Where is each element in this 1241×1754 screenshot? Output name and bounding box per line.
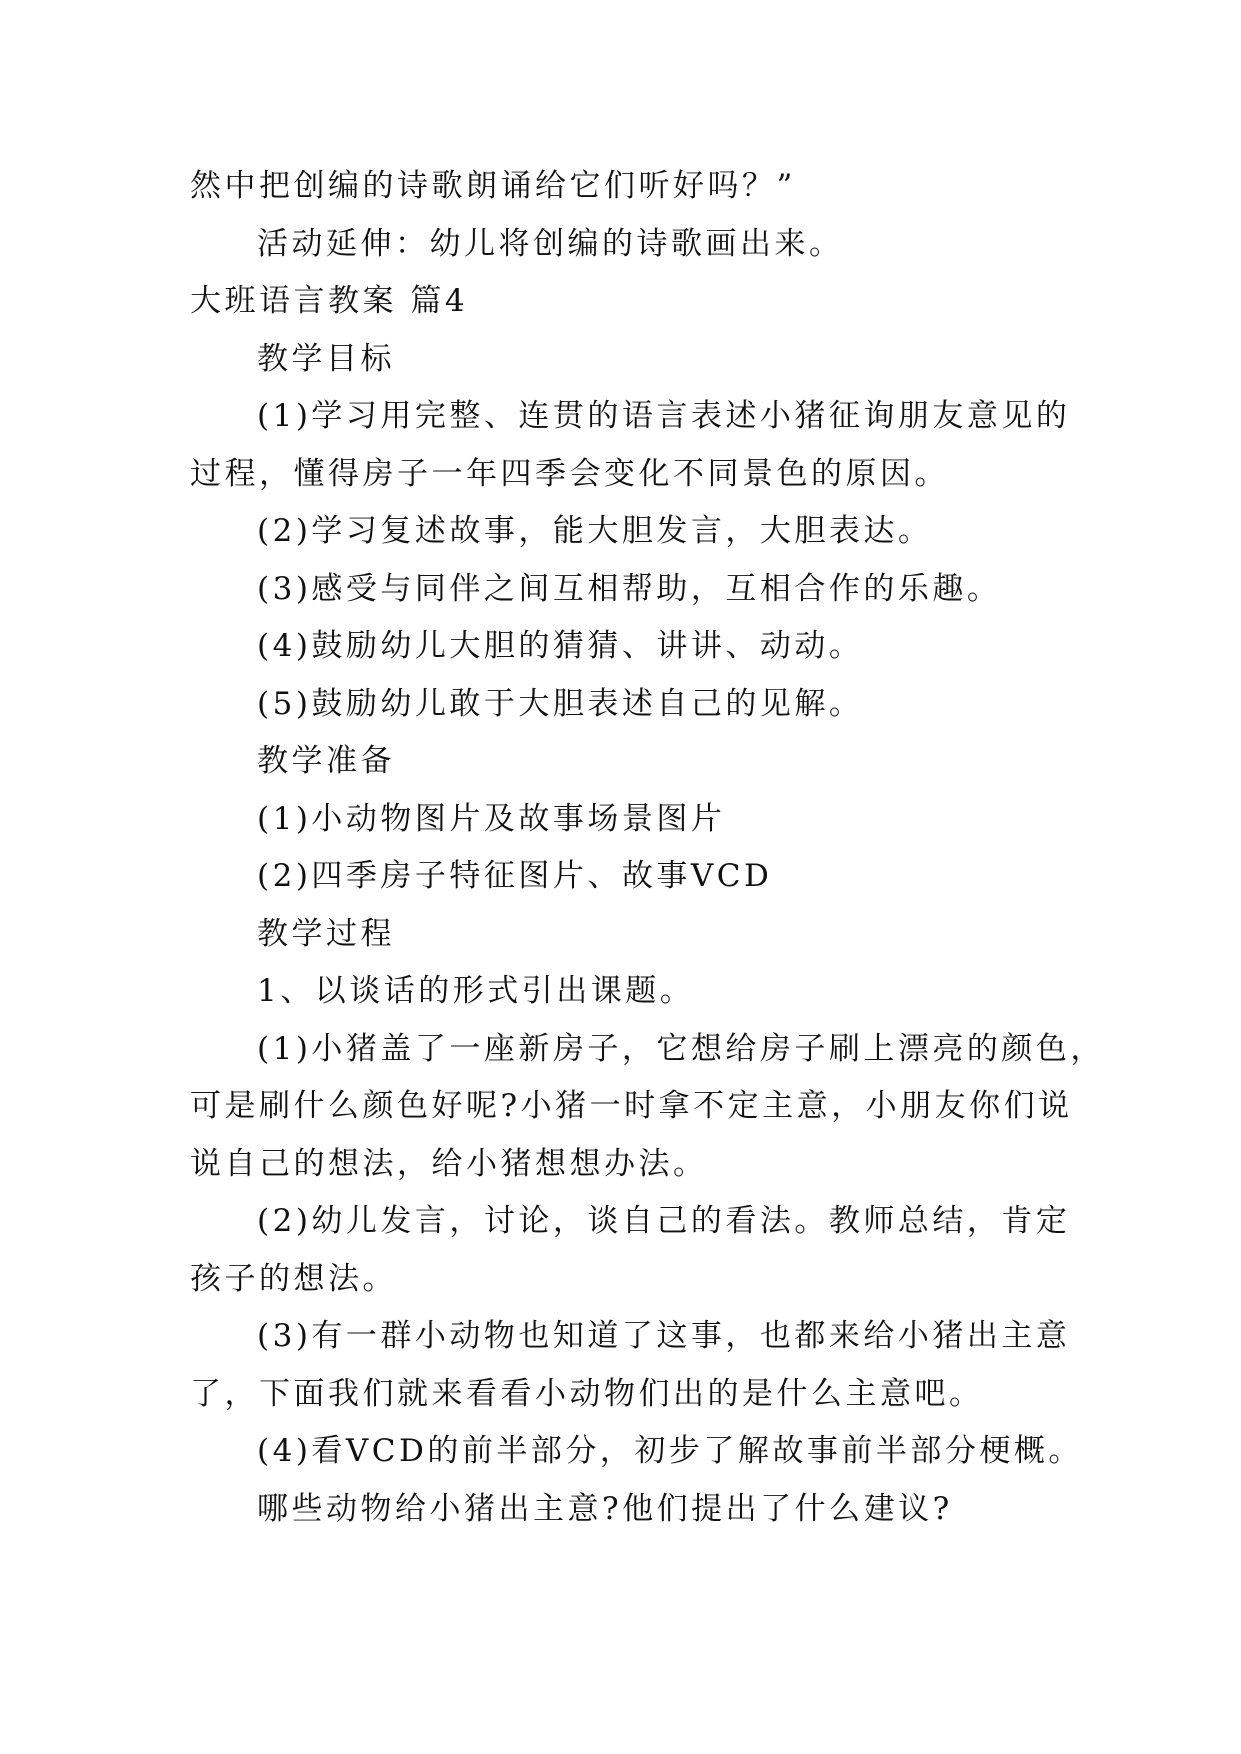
text-line: (4)看VCD的前半部分，初步了解故事前半部分梗概。 [257, 1433, 1083, 1469]
text-line: (2)四季房子特征图片、故事VCD [257, 858, 773, 894]
subheading-teaching-preparation: 教学准备 [257, 743, 395, 779]
text-line: 过程，懂得房子一年四季会变化不同景色的原因。 [190, 455, 949, 492]
text-line: (1)小动物图片及故事场景图片 [257, 800, 726, 837]
section-heading: 大班语言教案 篇4 [190, 283, 469, 319]
subheading-teaching-process: 教学过程 [257, 915, 395, 952]
text-line: (3)有一群小动物也知道了这事，也都来给小猪出主意 [257, 1318, 1071, 1354]
text-line: 哪些动物给小猪出主意?他们提出了什么建议? [257, 1490, 953, 1527]
text-line: 说自己的想法，给小猪想想办法。 [190, 1145, 708, 1182]
text-line: 然中把创编的诗歌朗诵给它们听好吗？” [190, 168, 796, 204]
document-body [190, 158, 1105, 1538]
text-line: 孩子的想法。 [190, 1260, 397, 1297]
subheading-teaching-goals: 教学目标 [257, 340, 395, 377]
text-line: (1)学习用完整、连贯的语言表述小猪征询朋友意见的 [257, 398, 1071, 434]
text-line: (1)小猪盖了一座新房子，它想给房子刷上漂亮的颜色， [257, 1030, 1105, 1067]
text-line: (2)学习复述故事，能大胆发言，大胆表达。 [257, 513, 933, 549]
text-line: (2)幼儿发言，讨论，谈自己的看法。教师总结，肯定 [257, 1203, 1071, 1239]
text-line: (5)鼓励幼儿敢于大胆表述自己的见解。 [257, 685, 864, 722]
text-line: (3)感受与同伴之间互相帮助，互相合作的乐趣。 [257, 570, 1002, 607]
text-line: (4)鼓励幼儿大胆的猜猜、讲讲、动动。 [257, 628, 864, 664]
text-line: 1、以谈话的形式引出课题。 [257, 973, 695, 1009]
text-line: 可是刷什么颜色好呢?小猪一时拿不定主意，小朋友你们说 [190, 1088, 1073, 1124]
text-line: 了，下面我们就来看看小动物们出的是什么主意吧。 [190, 1375, 984, 1412]
text-line: 活动延伸：幼儿将创编的诗歌画出来。 [257, 225, 844, 262]
